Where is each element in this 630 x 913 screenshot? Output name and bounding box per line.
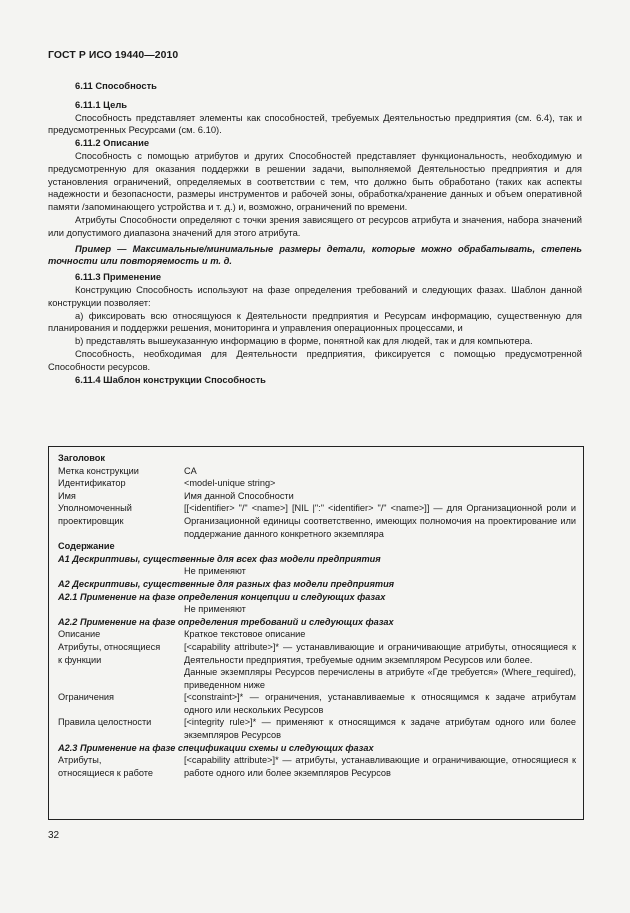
row-value: <model-unique string> [184, 478, 276, 489]
table-row [58, 490, 576, 503]
content-section-title: Содержание [58, 541, 115, 552]
row-key: Правила целостности [58, 717, 152, 728]
table-row [58, 641, 576, 691]
header-section-title: Заголовок [58, 453, 106, 463]
row-key-line: относящиеся к работе [58, 767, 153, 778]
paragraph: Атрибуты Способности определяют с точки зрения зависящего от ресурсов атрибута и значения, набора значений или допустимого диапазона значений для этого атрибута. [48, 213, 582, 238]
row-value: Не применяют [184, 566, 246, 577]
table-row [58, 754, 576, 779]
subsection-title: A2.2 Применение на фазе определения требований и следующих фазах [58, 616, 394, 627]
table-row [58, 628, 576, 641]
list-item-a: a) фиксировать всю относящуюся к Деятельности предприятия и Ресурсам информацию, существенную для планирования и поддержки решения, мониторинга и управления операционных процессами, и [48, 309, 582, 334]
subsection-title: A1 Дескриптивы, существенные для всех фаз модели предприятия [58, 553, 381, 564]
row-value: CA [184, 465, 197, 476]
row-key [58, 754, 184, 779]
row-key-line: Атрибуты, [58, 755, 102, 766]
row-key: Описание [58, 629, 101, 640]
section-6-11-4-title: 6.11.4 Шаблон конструкции Способность [75, 373, 266, 385]
row-value-line: Данные экземпляры Ресурсов перечислены в атрибуте «Где требуется» (Where_required), приведенном ниже [184, 667, 576, 690]
row-value-line: [<capability attribute>]* — устанавливающие и ограничивающие атрибуты, относящиеся к Деятельности предприятия, требуемые одним экземпляром Ресурсов или более. [184, 641, 576, 665]
section-6-11-1-title: 6.11.1 Цель [75, 98, 128, 110]
subsection-title: A2.1 Применение на фазе определения концепции и следующих фазах [58, 591, 386, 602]
paragraph: Способность с помощью атрибутов и других Способностей представляет функциональность, необходимую и предусмотренную для оказания поддержки в решении задачи, выполняемой Деятельностью предприятия и для установления ограничений, определяемых в соответствии с тем, что должно быть обработано (таких как аспекты надежности и безопасности, размеры инструментов и рабочей зоны, обработка/хранение данных и объем оперативной памяти /запоминающего устройства и т. д.) и, возможно, ограничений по времени. [48, 149, 582, 213]
row-key-line: Атрибуты, относящиеся [58, 641, 161, 652]
row-key: Имя [58, 490, 76, 501]
construct-template-table [48, 446, 584, 820]
standard-header: ГОСТ Р ИСО 19440—2010 [48, 50, 179, 61]
section-6-11-3-title: 6.11.3 Применение [75, 271, 162, 283]
page-number: 32 [48, 830, 60, 841]
row-key: Метка конструкции [58, 465, 139, 476]
subsection-title: A2.3 Применение на фазе спецификации схемы и следующих фазах [58, 742, 374, 753]
row-key-line: к функции [58, 654, 102, 665]
row-value: Краткое текстовое описание [184, 629, 306, 640]
paragraph: Способность, необходимая для Деятельности предприятия, фиксируется с помощью предусмотренной Способности ресурсов. [48, 347, 582, 372]
subsection-title: A2 Дескриптивы, существенные для разных фаз модели предприятия [58, 578, 395, 589]
row-key: Ограничения [58, 692, 114, 703]
row-key: Идентификатор [58, 478, 126, 489]
row-value: [<constraint>]* — ограничения, устанавливаемые к относящимся к задаче атрибутам одного или нескольких Ресурсов [184, 692, 576, 715]
section-6-11-2-title: 6.11.2 Описание [75, 137, 150, 149]
list-item-b: b) представлять вышеуказанную информацию в форме, понятной как для людей, так и для компьютера. [75, 335, 533, 347]
table-row [58, 565, 576, 578]
table-row [58, 477, 576, 490]
table-row [58, 465, 576, 478]
row-key [58, 641, 184, 691]
row-key [58, 502, 184, 540]
table-row [58, 603, 576, 616]
row-key-line: проектировщик [58, 515, 124, 526]
section-6-11-title: 6.11 Способность [75, 80, 157, 91]
row-value: Имя данной Способности [184, 490, 294, 501]
table-row [58, 502, 576, 540]
paragraph: Способность представляет элементы как способностей, требуемых Деятельностью предприятия (см. 6.4), так и предусмотренных Ресурсами (см. 6.10). [48, 111, 582, 136]
example-note: Пример — Максимальные/минимальные размеры детали, которые можно обрабатывать, степень точности или повторяемость и т. д. [48, 242, 582, 267]
row-value: Не применяют [184, 604, 246, 615]
paragraph: Конструкцию Способность используют на фазе определения требований и следующих фазах. Шаблон данной конструкции позволяет: [48, 283, 582, 308]
table-row [58, 691, 576, 716]
row-value [184, 641, 576, 691]
row-value: [<integrity rule>]* — применяют к относящимся к задаче атрибутам одного или более экземпляров Ресурсов [184, 717, 576, 741]
table-row [58, 716, 576, 741]
row-value: [[<identifier> "/" <name>] [NIL |":" <identifier> "/" <name>]] — для Организационной роли и Организационной единицы соответственно, имеющих полномочия на проектирование или поддержание данного конкретного экземпляра [184, 503, 576, 539]
row-key-line: Уполномоченный [58, 503, 132, 514]
row-value: [<capability attribute>]* — атрибуты, устанавливающие и ограничивающие, относящиеся к работе одного или более экземпляров Ресурсов [184, 755, 576, 778]
section-body [48, 80, 582, 386]
